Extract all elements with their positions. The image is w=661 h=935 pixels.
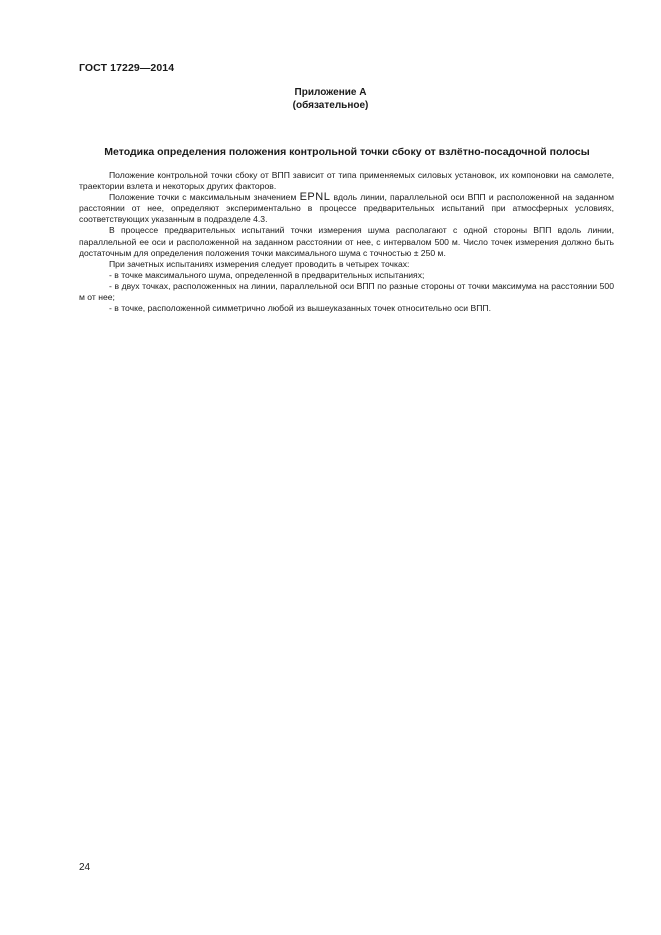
paragraph-4: При зачетных испытаниях измерения следует проводить в четырех точках: bbox=[109, 258, 410, 269]
appendix-subtitle: (обязательное) bbox=[292, 100, 369, 111]
paragraph-2-text-a: Положение точки с максимальным значением bbox=[109, 192, 300, 203]
paragraph-2 bbox=[79, 192, 614, 225]
appendix-title: Приложение А bbox=[294, 87, 367, 98]
document-body bbox=[79, 170, 614, 314]
paragraph-1: Положение контрольной точки сбоку от ВПП зависит от типа применяемых силовых установок, их компоновки на самолете, траектории взлета и некоторых других факторов. bbox=[79, 170, 614, 192]
list-item-2: - в двух точках, расположенных на линии, параллельной оси ВПП по разные стороны от точки максимума на расстоянии 500 м от нее; bbox=[79, 280, 614, 303]
page-number: 24 bbox=[79, 862, 91, 873]
paragraph-3: В процессе предварительных испытаний точки измерения шума располагают с одной стороны ВПП вдоль линии, параллельной ее оси и расположенной на заданном расстоянии от нее, с интервалом 500 м. Число точек измерения должно быть достаточным для определения положения точки максимального шума с точностью ± 250 м. bbox=[79, 225, 614, 258]
standard-header: ГОСТ 17229—2014 bbox=[79, 62, 175, 74]
section-title: Методика определения положения контрольной точки сбоку от взлётно-посадочной полосы bbox=[104, 146, 590, 158]
list-item-3: - в точке, расположенной симметрично любой из вышеуказанных точек относительно оси ВПП. bbox=[109, 303, 491, 314]
paragraph-2-text-b: вдоль линии, параллельной оси ВПП и расположенной на заданном расстоянии от нее, определяют экспериментально в процессе предварительных испытаний при атмосферных условиях, соответствующих указанным в подразделе 4.3. bbox=[79, 192, 614, 225]
list-item-1: - в точке максимального шума, определенной в предварительных испытаниях; bbox=[109, 269, 425, 280]
epnl-symbol: EPNL bbox=[299, 191, 331, 204]
